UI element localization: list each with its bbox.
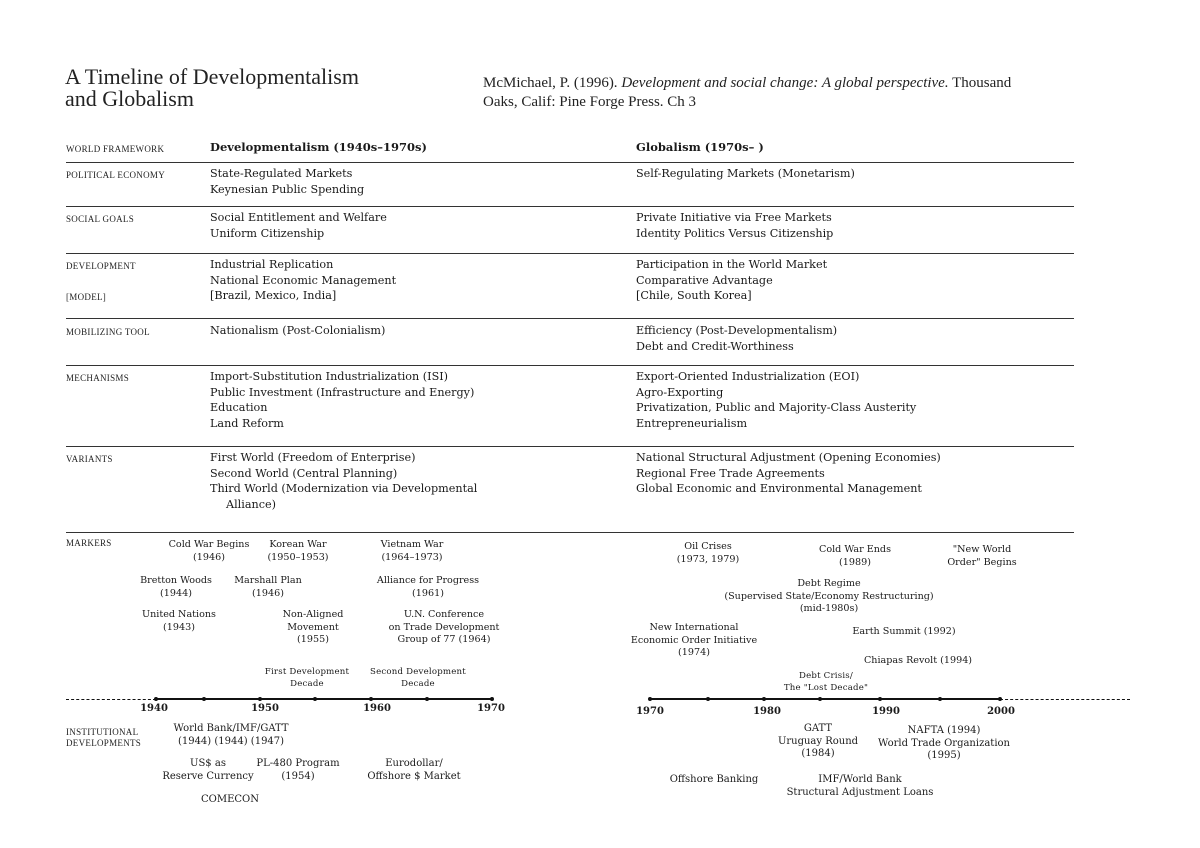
cell-line: Industrial Replication (210, 258, 334, 271)
marker-line: First Development (264, 667, 350, 677)
axis-tick-dot (818, 697, 822, 701)
axis-tick-dot (313, 697, 317, 701)
institution-line: Uruguay Round (777, 735, 859, 747)
cell-line: [Chile, South Korea] (636, 289, 752, 302)
cell-line: Export-Oriented Industrialization (EOI) (636, 370, 860, 383)
row-divider (66, 253, 1074, 254)
marker-line: (1961) (412, 587, 444, 599)
page-title (65, 66, 359, 110)
row-divider (66, 162, 1074, 163)
row-divider (66, 206, 1074, 207)
cell-line: National Structural Adjustment (Opening Economies) (636, 451, 941, 464)
marker-line: Movement (287, 621, 339, 633)
cell-line: State-Regulated Markets (210, 167, 353, 180)
cell-line: National Economic Management (210, 273, 397, 287)
institution-line: Offshore Banking (669, 774, 759, 785)
row-left-cell (210, 140, 427, 154)
marker-line: New International (649, 622, 739, 633)
axis-tick-dot (706, 697, 710, 701)
cell-line: Identity Politics Versus Citizenship (636, 226, 834, 240)
row-right-cell (636, 166, 855, 182)
institution-line: Eurodollar/ (385, 758, 443, 769)
cell-line: Uniform Citizenship (210, 226, 325, 240)
marker-line: (1974) (678, 647, 710, 658)
institution-line: World Trade Organization (878, 737, 1010, 749)
cell-line: Debt and Credit-Worthiness (636, 339, 794, 353)
axis-label-right: 1980 (753, 706, 781, 717)
axis-tick-dot (425, 697, 429, 701)
institution-line: World Bank/IMF/GATT (173, 723, 289, 734)
row-left-cell (210, 450, 477, 512)
row-divider (66, 365, 1074, 366)
row-right-cell (636, 140, 764, 154)
marker-line: (1946) (193, 551, 225, 563)
cell-line: Public Investment (Infrastructure and Energy) (210, 385, 475, 399)
cell-line: Regional Free Trade Agreements (636, 466, 825, 480)
marker-line: Vietnam War (380, 539, 444, 550)
axis-dash-left (66, 699, 156, 700)
cell-line: Social Entitlement and Welfare (210, 211, 387, 224)
marker-line: "New World (952, 544, 1012, 555)
cell-line: [Brazil, Mexico, India] (210, 289, 337, 302)
cell-line: Participation in the World Market (636, 258, 828, 271)
citation-line2: Oaks, Calif: Pine Forge Press. Ch 3 (483, 94, 697, 110)
row-label: VARIANTS (66, 454, 113, 464)
institutional-label-line2: DEVELOPMENTS (66, 738, 142, 748)
marker-line: Order" Begins (947, 556, 1017, 568)
institution-line: (1954) (281, 770, 315, 782)
institution-line: (1995) (927, 750, 961, 761)
institution-line: Reserve Currency (162, 770, 254, 782)
citation-work: Development and social change: A global perspective. (621, 75, 949, 91)
row-label: POLITICAL ECONOMY (66, 170, 166, 180)
axis-tick-dot (258, 697, 262, 701)
markers-label: MARKERS (66, 538, 112, 548)
marker-m14 (832, 544, 1132, 569)
row-label: MOBILIZING TOOL (66, 327, 150, 337)
row-right-cell (636, 323, 837, 354)
marker-line: Decade (401, 679, 435, 689)
marker-line: (mid-1980s) (799, 603, 859, 614)
axis-label-left: 1950 (251, 703, 279, 714)
citation (483, 74, 1011, 112)
row-divider (66, 532, 1074, 533)
axis-label-right: 2000 (987, 706, 1015, 717)
institution-line: US$ as (190, 758, 226, 769)
institution-line: Structural Adjustment Loans (786, 786, 934, 798)
axis-dash-right (1000, 699, 1130, 700)
marker-line: on Trade Development (388, 621, 500, 633)
cell-line: Second World (Central Planning) (210, 466, 398, 480)
axis-tick-dot (490, 697, 494, 701)
cell-line: Developmentalism (1940s–1970s) (210, 140, 427, 154)
cell-line: Entrepreneurialism (636, 416, 748, 430)
institution-i7 (794, 725, 1094, 763)
cell-line: Keynesian Public Spending (210, 182, 365, 196)
page-title-line2: and Globalism (65, 86, 194, 111)
axis-label-right: 1990 (872, 706, 900, 717)
axis-tick-dot (648, 697, 652, 701)
cell-line: Alliance) (226, 497, 276, 511)
citation-line1 (483, 74, 1011, 93)
institution-line: Offshore $ Market (367, 770, 461, 782)
row-right-cell (636, 450, 941, 497)
row-left-cell (210, 323, 385, 339)
cell-line: Land Reform (210, 416, 284, 430)
marker-line: (Supervised State/Economy Restructuring) (724, 590, 934, 602)
axis-tick-dot (938, 697, 942, 701)
axis-label-left: 1970 (477, 703, 505, 714)
axis-label-left: 1940 (140, 703, 168, 714)
institution-line: NAFTA (1994) (907, 725, 981, 736)
marker-line: (1943) (163, 621, 195, 633)
cell-line: Import-Substitution Industrialization (ISI) (210, 370, 449, 383)
marker-line: Cold War Ends (818, 544, 891, 555)
citation-author: McMichael, P. (1996). (483, 75, 618, 91)
axis-tick-dot (154, 697, 158, 701)
axis-line-right (650, 698, 1000, 700)
marker-line: Second Development (370, 667, 466, 677)
row-divider (66, 446, 1074, 447)
axis-tick-dot (762, 697, 766, 701)
marker-m17 (754, 626, 1054, 639)
marker-line: Oil Crises (684, 541, 732, 552)
institution-i5 (80, 794, 380, 807)
marker-line: (1964–1973) (381, 551, 443, 563)
row-label-secondary: [MODEL] (66, 292, 107, 302)
cell-line: Agro-Exporting (636, 385, 724, 399)
marker-line: (1973, 1979) (676, 553, 740, 565)
marker-line: Debt Crisis/ (799, 671, 853, 681)
marker-m6 (278, 575, 578, 600)
marker-line: Non-Aligned (282, 609, 344, 620)
marker-line: Decade (290, 679, 324, 689)
cell-line: First World (Freedom of Enterprise) (210, 451, 416, 464)
institution-line: COMECON (201, 794, 259, 805)
institution-line: (1944) (1944) (1947) (177, 735, 285, 747)
page-title-line1: A Timeline of Developmentalism (65, 64, 359, 89)
cell-line: Nationalism (Post-Colonialism) (210, 324, 386, 337)
marker-m18 (768, 655, 1068, 668)
cell-line: Third World (Modernization via Developmental (210, 482, 478, 495)
row-left-cell (210, 210, 387, 241)
marker-line: (1944) (160, 587, 192, 599)
row-label: SOCIAL GOALS (66, 214, 135, 224)
cell-line: Private Initiative via Free Markets (636, 211, 832, 224)
marker-line: United Nations (142, 609, 216, 620)
axis-line-left (156, 698, 492, 700)
institution-i4 (264, 758, 564, 783)
cell-line: Comparative Advantage (636, 273, 773, 287)
marker-line: Chiapas Revolt (1994) (863, 655, 973, 666)
marker-line: Earth Summit (1992) (852, 626, 956, 637)
marker-line: Economic Order Initiative (630, 634, 758, 646)
institutional-label-line1: INSTITUTIONAL (66, 727, 139, 737)
axis-tick-dot (369, 697, 373, 701)
cell-line: Self-Regulating Markets (Monetarism) (636, 167, 855, 180)
marker-line: The "Lost Decade" (783, 683, 869, 693)
marker-m3 (262, 539, 562, 564)
marker-m11 (268, 666, 568, 690)
marker-line: Cold War Begins (168, 539, 250, 550)
cell-line: Privatization, Public and Majority-Class Austerity (636, 401, 917, 414)
row-left-cell (210, 166, 364, 197)
marker-line: Marshall Plan (234, 575, 302, 586)
marker-line: Bretton Woods (140, 575, 212, 586)
row-label: DEVELOPMENT (66, 261, 136, 271)
row-right-cell (636, 257, 827, 304)
marker-line: U.N. Conference (403, 609, 485, 620)
row-label: WORLD FRAMEWORK (66, 144, 165, 154)
institution-line: GATT (803, 723, 833, 734)
institution-line: PL-480 Program (256, 758, 340, 769)
cell-line: Globalism (1970s– ) (636, 140, 764, 154)
marker-m15 (679, 578, 979, 616)
axis-tick-dot (998, 697, 1002, 701)
institution-line: IMF/World Bank (818, 774, 902, 785)
axis-tick-dot (202, 697, 206, 701)
marker-line: Group of 77 (1964) (397, 634, 491, 645)
marker-line: (1955) (297, 634, 329, 645)
marker-line: Korean War (269, 539, 327, 550)
row-left-cell (210, 257, 396, 304)
row-divider (66, 318, 1074, 319)
marker-m19 (676, 670, 976, 694)
axis-label-right: 1970 (636, 706, 664, 717)
institution-i1 (81, 723, 381, 748)
axis-label-left: 1960 (363, 703, 391, 714)
marker-line: (1950–1953) (267, 551, 329, 563)
marker-line: (1946) (252, 587, 284, 599)
marker-line: Alliance for Progress (376, 575, 480, 586)
row-right-cell (636, 210, 833, 241)
row-right-cell (636, 369, 916, 431)
row-left-cell (210, 369, 474, 431)
cell-line: Efficiency (Post-Developmentalism) (636, 324, 838, 337)
cell-line: Education (210, 401, 268, 414)
institution-line: (1984) (801, 748, 835, 759)
row-label: MECHANISMS (66, 373, 130, 383)
institution-i9 (710, 774, 1010, 799)
axis-tick-dot (878, 697, 882, 701)
citation-place: Thousand (952, 75, 1012, 91)
cell-line: Global Economic and Environmental Management (636, 482, 922, 495)
marker-line: Debt Regime (797, 578, 861, 589)
marker-line: (1989) (839, 556, 871, 568)
